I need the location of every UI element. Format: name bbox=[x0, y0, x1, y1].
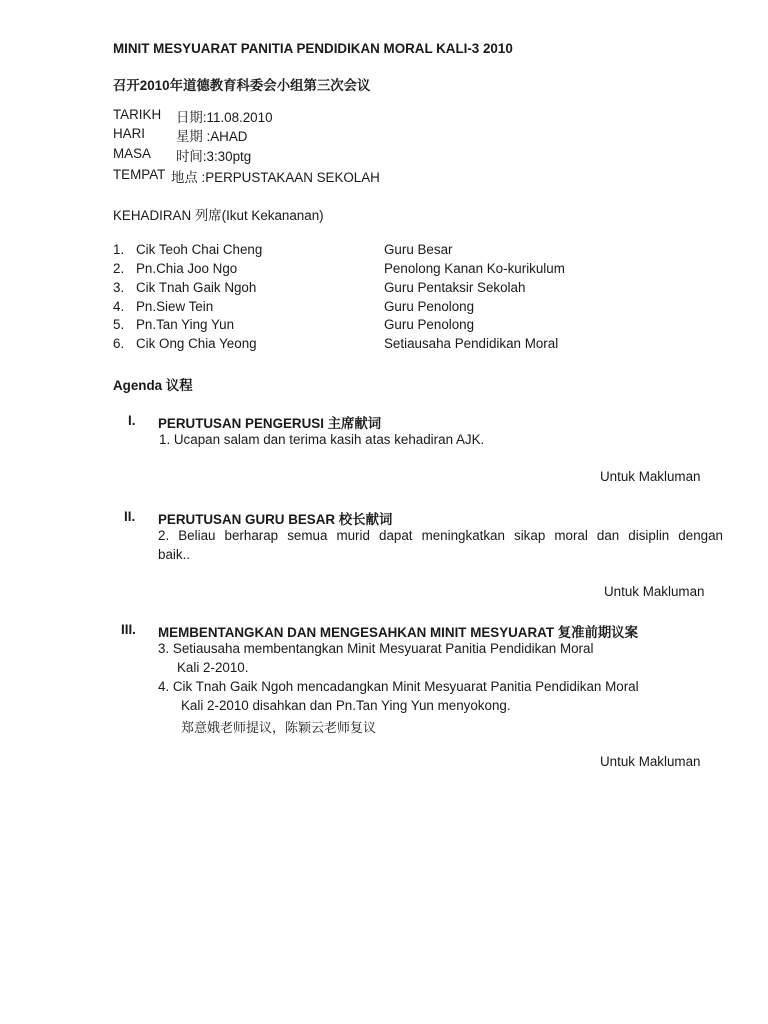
attendance-heading: KEHADIRAN 列席(Ikut Kekananan) bbox=[113, 208, 324, 223]
attendee-name: Pn.Siew Tein bbox=[136, 299, 214, 314]
attendee-number: 2. bbox=[113, 261, 125, 276]
info-label-date: TARIKH bbox=[113, 107, 162, 122]
section-note: Untuk Makluman bbox=[600, 754, 701, 769]
section-line: 1. Ucapan salam dan terima kasih atas kehadiran AJK. bbox=[159, 432, 485, 447]
attendee-name: Pn.Chia Joo Ngo bbox=[136, 261, 238, 276]
attendee-role: Guru Pentaksir Sekolah bbox=[384, 280, 526, 295]
attendee-role: Guru Penolong bbox=[384, 299, 475, 314]
section-line-cn: 郑意娥老师提议，陈颖云老师复议 bbox=[181, 721, 377, 736]
attendee-name: Cik Tnah Gaik Ngoh bbox=[136, 280, 257, 295]
info-value-place: 地点 :PERPUSTAKAAN SEKOLAH bbox=[171, 170, 380, 185]
attendee-name: Pn.Tan Ying Yun bbox=[136, 317, 235, 332]
document-title: MINIT MESYUARAT PANITIA PENDIDIKAN MORAL KALI-3 2010 bbox=[113, 41, 513, 56]
section-line: baik.. bbox=[158, 547, 191, 562]
section-heading: MEMBENTANGKAN DAN MENGESAHKAN MINIT MESYUARAT 复准前期议案 bbox=[158, 625, 639, 640]
document-subtitle-cn: 召开2010年道德教育科委会小组第三次会议 bbox=[113, 78, 371, 93]
attendee-number: 5. bbox=[113, 317, 125, 332]
section-note: Untuk Makluman bbox=[600, 469, 701, 484]
attendee-name: Cik Teoh Chai Cheng bbox=[136, 242, 263, 257]
attendee-number: 3. bbox=[113, 280, 125, 295]
section-heading: PERUTUSAN GURU BESAR 校长献词 bbox=[158, 512, 393, 527]
attendee-role: Guru Penolong bbox=[384, 317, 475, 332]
section-heading: PERUTUSAN PENGERUSI 主席献词 bbox=[158, 416, 382, 431]
section-line: Kali 2-2010. bbox=[177, 660, 249, 675]
info-label-time: MASA bbox=[113, 146, 151, 161]
attendee-role: Guru Besar bbox=[384, 242, 453, 257]
section-line: 4. Cik Tnah Gaik Ngoh mencadangkan Minit Mesyuarat Panitia Pendidikan Moral bbox=[158, 679, 639, 694]
info-label-place: TEMPAT bbox=[113, 167, 166, 182]
info-value-day: 星期 :AHAD bbox=[176, 129, 248, 144]
section-numeral: II. bbox=[124, 509, 136, 524]
agenda-heading: Agenda 议程 bbox=[113, 378, 193, 393]
attendee-name: Cik Ong Chia Yeong bbox=[136, 336, 257, 351]
info-value-date: 日期:11.08.2010 bbox=[176, 110, 273, 125]
section-line: Kali 2-2010 disahkan dan Pn.Tan Ying Yun menyokong. bbox=[181, 698, 511, 713]
attendee-number: 1. bbox=[113, 242, 125, 257]
attendee-role: Setiausaha Pendidikan Moral bbox=[384, 336, 559, 351]
section-line: 2. Beliau berharap semua murid dapat meningkatkan sikap moral dan disiplin dengan bbox=[158, 528, 723, 543]
info-value-time: 时间:3:30ptg bbox=[176, 149, 252, 164]
section-numeral: III. bbox=[121, 622, 136, 637]
attendee-number: 6. bbox=[113, 336, 125, 351]
section-line: 3. Setiausaha membentangkan Minit Mesyuarat Panitia Pendidikan Moral bbox=[158, 641, 594, 656]
attendee-role: Penolong Kanan Ko-kurikulum bbox=[384, 261, 565, 276]
info-label-day: HARI bbox=[113, 126, 145, 141]
section-numeral: I. bbox=[128, 413, 136, 428]
section-note: Untuk Makluman bbox=[604, 584, 705, 599]
attendee-number: 4. bbox=[113, 299, 125, 314]
